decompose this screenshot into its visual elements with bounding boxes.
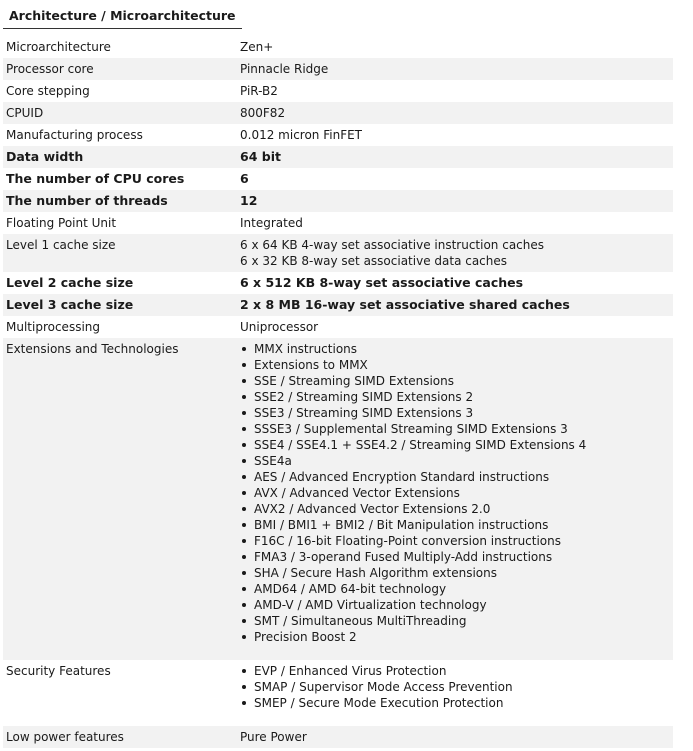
list-item: AVX2 / Advanced Vector Extensions 2.0 bbox=[240, 501, 586, 517]
row-value: 6 x 512 KB 8-way set associative caches bbox=[240, 275, 524, 290]
list-item: SSSE3 / Supplemental Streaming SIMD Extensions 3 bbox=[240, 421, 586, 437]
row-value: 0.012 micron FinFET bbox=[240, 128, 363, 142]
row-low-power bbox=[3, 726, 673, 748]
row-label: Security Features bbox=[6, 664, 111, 678]
section-header bbox=[0, 0, 693, 28]
row-value: 64 bit bbox=[240, 149, 281, 164]
l1-instruction-cache: 6 x 64 KB 4-way set associative instruction caches bbox=[240, 238, 545, 252]
row-label: Floating Point Unit bbox=[6, 216, 117, 230]
row-label: Microarchitecture bbox=[6, 40, 111, 54]
row-label: Manufacturing process bbox=[6, 128, 143, 142]
list-item: Precision Boost 2 bbox=[240, 629, 586, 645]
row-processor-core bbox=[3, 58, 673, 80]
list-item: SSE / Streaming SIMD Extensions bbox=[240, 373, 586, 389]
row-threads bbox=[3, 190, 673, 212]
list-item: SSE4 / SSE4.1 + SSE4.2 / Streaming SIMD Extensions 4 bbox=[240, 437, 586, 453]
row-data-width bbox=[3, 146, 673, 168]
row-l1-cache bbox=[3, 234, 673, 272]
list-item: AVX / Advanced Vector Extensions bbox=[240, 485, 586, 501]
list-item: SMEP / Secure Mode Execution Protection bbox=[240, 695, 513, 711]
list-item: AMD-V / AMD Virtualization technology bbox=[240, 597, 586, 613]
row-value: 2 x 8 MB 16-way set associative shared caches bbox=[240, 297, 570, 312]
row-extensions bbox=[3, 338, 673, 660]
row-l3-cache bbox=[3, 294, 673, 316]
list-item: SSE3 / Streaming SIMD Extensions 3 bbox=[240, 405, 586, 421]
list-item: Extensions to MMX bbox=[240, 357, 586, 373]
row-l2-cache bbox=[3, 272, 673, 294]
list-item: SMAP / Supervisor Mode Access Prevention bbox=[240, 679, 513, 695]
row-value bbox=[240, 341, 586, 645]
row-microarchitecture bbox=[3, 36, 673, 58]
row-cpu-cores bbox=[3, 168, 673, 190]
row-value: Zen+ bbox=[240, 40, 274, 54]
row-label: Low power features bbox=[6, 730, 124, 744]
list-item: FMA3 / 3-operand Fused Multiply-Add instructions bbox=[240, 549, 586, 565]
row-label: The number of threads bbox=[6, 193, 168, 208]
row-value: 800F82 bbox=[240, 106, 286, 120]
security-list bbox=[240, 663, 513, 711]
row-value: 6 bbox=[240, 171, 249, 186]
row-value: 12 bbox=[240, 193, 258, 208]
row-value: Pure Power bbox=[240, 730, 307, 744]
row-value: Integrated bbox=[240, 216, 303, 230]
list-item: SMT / Simultaneous MultiThreading bbox=[240, 613, 586, 629]
list-item: SHA / Secure Hash Algorithm extensions bbox=[240, 565, 586, 581]
section-title: Architecture / Microarchitecture bbox=[3, 4, 242, 29]
l1-data-cache: 6 x 32 KB 8-way set associative data caches bbox=[240, 254, 508, 268]
list-item: AES / Advanced Encryption Standard instructions bbox=[240, 469, 586, 485]
row-manufacturing-process bbox=[3, 124, 673, 146]
list-item: F16C / 16-bit Floating-Point conversion instructions bbox=[240, 533, 586, 549]
row-value bbox=[240, 663, 513, 711]
row-label: CPUID bbox=[6, 106, 44, 120]
row-value bbox=[240, 237, 544, 269]
list-item: AMD64 / AMD 64-bit technology bbox=[240, 581, 586, 597]
row-label: Extensions and Technologies bbox=[6, 342, 179, 356]
list-item: BMI / BMI1 + BMI2 / Bit Manipulation instructions bbox=[240, 517, 586, 533]
row-label: Level 2 cache size bbox=[6, 275, 134, 290]
list-item: MMX instructions bbox=[240, 341, 586, 357]
row-label: Level 3 cache size bbox=[6, 297, 134, 312]
row-value: PiR-B2 bbox=[240, 84, 278, 98]
row-label: Core stepping bbox=[6, 84, 90, 98]
row-label: Multiprocessing bbox=[6, 320, 101, 334]
row-label: Data width bbox=[6, 149, 84, 164]
row-security bbox=[3, 660, 673, 726]
row-core-stepping bbox=[3, 80, 673, 102]
row-cpuid bbox=[3, 102, 673, 124]
list-item: SSE4a bbox=[240, 453, 586, 469]
extensions-list bbox=[240, 341, 586, 645]
row-value: Uniprocessor bbox=[240, 320, 319, 334]
row-value: Pinnacle Ridge bbox=[240, 62, 329, 76]
row-label: Processor core bbox=[6, 62, 94, 76]
row-label: Level 1 cache size bbox=[6, 238, 116, 252]
list-item: SSE2 / Streaming SIMD Extensions 2 bbox=[240, 389, 586, 405]
list-item: EVP / Enhanced Virus Protection bbox=[240, 663, 513, 679]
row-label: The number of CPU cores bbox=[6, 171, 185, 186]
row-multiprocessing bbox=[3, 316, 673, 338]
row-fpu bbox=[3, 212, 673, 234]
